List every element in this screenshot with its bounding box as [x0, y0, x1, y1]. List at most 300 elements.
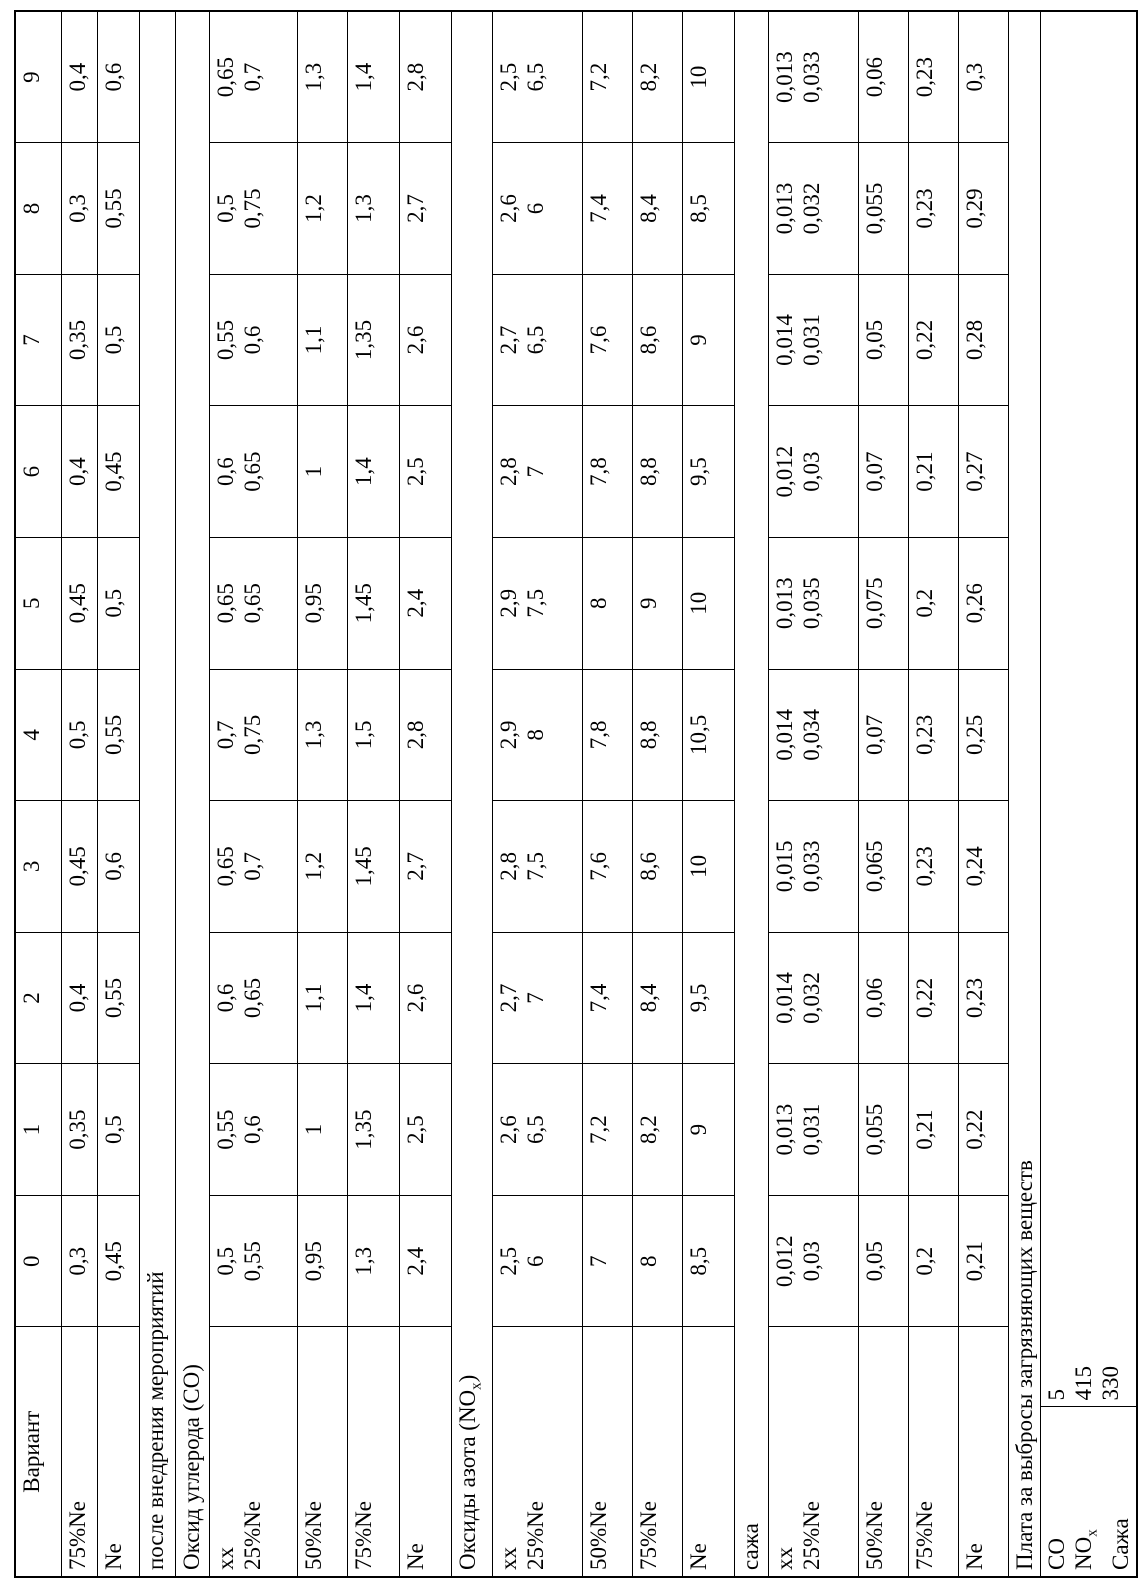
table-cell: 0,4: [61, 406, 97, 538]
fee-label-nox-main: NO: [1071, 1536, 1097, 1570]
table-cell: [347, 274, 399, 406]
table-cell: [859, 11, 909, 143]
row-label-line: Ne: [962, 1543, 988, 1570]
row-label-line: 50%Ne: [300, 1501, 326, 1570]
table-cell: [633, 669, 683, 801]
cell-value: 7: [523, 465, 549, 478]
row-label-line: 25%Ne: [239, 1501, 265, 1570]
cell-value: 0,035: [799, 577, 825, 630]
cell-value: 6,5: [523, 325, 549, 355]
row-label: [683, 1327, 735, 1577]
nox-title-sub: x: [468, 1382, 485, 1390]
cell-value: 0,21: [912, 451, 938, 492]
cell-value: 0,012: [772, 445, 798, 498]
table-cell: [297, 406, 347, 538]
cell-value: 0,65: [212, 846, 238, 887]
cell-value: 0,7: [239, 852, 265, 881]
table-cell: [297, 801, 347, 933]
table-cell: [493, 537, 583, 669]
cell-value: 0,55: [212, 1109, 238, 1150]
cell-value: 1,45: [350, 583, 376, 624]
cell-value: 1,3: [300, 62, 326, 92]
table-cell: [683, 1195, 735, 1327]
cell-value: 0,033: [799, 51, 825, 103]
cell-value: 7,8: [586, 457, 612, 487]
table-cell: [583, 1064, 633, 1196]
cell-value: 7,2: [586, 62, 612, 92]
cell-value: 0,03: [799, 1241, 825, 1282]
cell-value: 0,5: [212, 1246, 238, 1276]
cell-value: 2,7: [496, 325, 522, 355]
cell-value: 1,3: [350, 194, 376, 223]
nox-row: [583, 11, 633, 1577]
row-label-line: 25%Ne: [799, 1501, 825, 1570]
cell-value: 2,8: [402, 62, 428, 92]
table-cell: [769, 669, 859, 801]
variant-header: Вариант: [15, 1327, 61, 1577]
variant-number: 2: [15, 932, 61, 1064]
row-label-line: 75%Ne: [350, 1501, 376, 1570]
table-cell: 0,3: [61, 143, 97, 275]
cell-value: 0,65: [239, 977, 265, 1019]
cell-value: 8,2: [636, 62, 662, 92]
table-cell: [493, 932, 583, 1064]
soot-row: [859, 11, 909, 1577]
cell-value: 1: [300, 1123, 326, 1136]
table-cell: [769, 406, 859, 538]
row-label: [583, 1327, 633, 1577]
table-cell: [769, 1064, 859, 1196]
table-cell: [493, 11, 583, 143]
table-cell: [959, 1064, 1009, 1196]
table-cell: [909, 932, 959, 1064]
cell-value: 1,4: [350, 62, 376, 92]
table-cell: [769, 801, 859, 933]
table-cell: [493, 1064, 583, 1196]
cell-value: 0,6: [239, 325, 265, 355]
nox-title: [451, 11, 493, 1577]
row-label: [493, 1327, 583, 1577]
table-cell: [493, 406, 583, 538]
table-cell: 0,4: [61, 932, 97, 1064]
row-label: [859, 1327, 909, 1577]
soot-title-row: [735, 11, 769, 1577]
table-cell: 0,45: [61, 801, 97, 933]
cell-value: 2,5: [496, 1246, 522, 1276]
table-cell: [959, 11, 1009, 143]
table-cell: [347, 406, 399, 538]
table-cell: 0,45: [97, 406, 139, 538]
fee-title-row: [1009, 11, 1041, 1577]
cell-value: 9,5: [686, 457, 712, 487]
table-cell: [769, 143, 859, 275]
cell-value: 7: [523, 992, 549, 1004]
cell-value: 0,95: [300, 583, 326, 624]
cell-value: 0,06: [862, 977, 888, 1019]
table-cell: [909, 11, 959, 143]
cell-value: 7,5: [523, 588, 549, 618]
cell-value: 2,4: [402, 1246, 428, 1276]
soot-row: [959, 11, 1009, 1577]
variant-number: 1: [15, 1064, 61, 1196]
table-cell: [633, 11, 683, 143]
variant-number: 0: [15, 1195, 61, 1327]
table-cell: [959, 669, 1009, 801]
table-cell: 0,55: [97, 143, 139, 275]
cell-value: 1,2: [300, 194, 326, 223]
before-row: [61, 11, 97, 1577]
cell-value: 0,05: [862, 1241, 888, 1282]
row-label: Ne: [97, 1327, 139, 1577]
table-cell: [769, 932, 859, 1064]
table-cell: [959, 537, 1009, 669]
cell-value: 2,6: [496, 194, 522, 223]
cell-value: 1,1: [300, 983, 326, 1013]
cell-value: 8,8: [636, 720, 662, 750]
table-cell: [909, 801, 959, 933]
cell-value: 7,6: [586, 852, 612, 881]
table-cell: [583, 11, 633, 143]
table-cell: [583, 932, 633, 1064]
fee-labels: [1041, 1407, 1137, 1577]
cell-value: 10,5: [686, 714, 712, 755]
row-label-line: хх: [496, 1547, 522, 1570]
cell-value: 0,055: [862, 182, 888, 235]
cell-value: 0,22: [912, 319, 938, 361]
table-cell: [297, 143, 347, 275]
table-cell: 0,5: [97, 537, 139, 669]
fee-value: 5: [1044, 1389, 1070, 1401]
cell-value: 1,2: [300, 852, 326, 881]
variant-number: 6: [15, 406, 61, 538]
table-cell: 0,6: [97, 11, 139, 143]
cell-value: 0,2: [912, 1246, 938, 1276]
cell-value: 10: [686, 854, 712, 878]
cell-value: 0,21: [962, 1241, 988, 1282]
soot-row: [909, 11, 959, 1577]
cell-value: 1,3: [300, 720, 326, 750]
table-cell: [297, 1064, 347, 1196]
cell-value: 2,7: [402, 852, 428, 881]
table-cell: [859, 274, 909, 406]
fee-label-nox-sub: x: [1084, 1529, 1101, 1537]
co-row: [297, 11, 347, 1577]
table-cell: [297, 274, 347, 406]
row-label: [209, 1327, 297, 1577]
cell-value: 0,22: [912, 977, 938, 1019]
co-row: [209, 11, 297, 1577]
table-cell: [633, 1064, 683, 1196]
cell-value: 0,27: [962, 451, 988, 492]
table-cell: 0,45: [97, 1195, 139, 1327]
cell-value: 2,6: [496, 1115, 522, 1144]
cell-value: 9,5: [686, 983, 712, 1013]
table-cell: [959, 274, 1009, 406]
table-cell: [633, 801, 683, 933]
table-cell: [633, 406, 683, 538]
cell-value: 0,23: [912, 56, 938, 98]
cell-value: 2,5: [402, 457, 428, 487]
fee-label-nox: [1070, 1414, 1107, 1571]
table-cell: [209, 932, 297, 1064]
cell-value: 8,6: [636, 325, 662, 355]
table-cell: [493, 274, 583, 406]
cell-value: 0,6: [212, 457, 238, 487]
cell-value: 7,4: [586, 983, 612, 1013]
row-label-line: 50%Ne: [862, 1501, 888, 1570]
table-cell: [347, 11, 399, 143]
after-title: после внедрения мероприятий: [139, 11, 175, 1577]
cell-value: 7,4: [586, 194, 612, 223]
table-cell: [683, 1064, 735, 1196]
cell-value: 0,6: [212, 983, 238, 1013]
table-cell: [683, 143, 735, 275]
cell-value: 8,6: [636, 852, 662, 881]
table-cell: [583, 274, 633, 406]
table-cell: [633, 1195, 683, 1327]
cell-value: 6,5: [523, 62, 549, 92]
cell-value: 7,6: [586, 325, 612, 355]
fee-value: 330: [1098, 1366, 1124, 1401]
table-cell: [209, 274, 297, 406]
table-cell: [209, 537, 297, 669]
table-cell: [209, 11, 297, 143]
table-cell: [583, 143, 633, 275]
nox-title-end: ): [454, 1374, 480, 1383]
table-cell: [769, 11, 859, 143]
row-label: 75%Ne: [61, 1327, 97, 1577]
table-cell: [683, 669, 735, 801]
cell-value: 0,07: [862, 451, 888, 492]
table-cell: [959, 406, 1009, 538]
cell-value: 0,24: [962, 846, 988, 887]
variant-number: 9: [15, 11, 61, 143]
table-cell: 0,55: [97, 669, 139, 801]
table-cell: [347, 1064, 399, 1196]
table-cell: [633, 143, 683, 275]
cell-value: 0,23: [962, 977, 988, 1019]
cell-value: 1,4: [350, 983, 376, 1013]
cell-value: 9: [686, 1123, 712, 1136]
table-cell: 0,35: [61, 274, 97, 406]
cell-value: 0,013: [772, 182, 798, 235]
table-cell: [209, 143, 297, 275]
fee-title: Плата за выбросы загрязняющих веществ: [1009, 11, 1041, 1577]
table-cell: [297, 669, 347, 801]
cell-value: 2,4: [402, 588, 428, 618]
row-label-line: 50%Ne: [586, 1501, 612, 1570]
table-cell: 0,5: [61, 669, 97, 801]
cell-value: 0,013: [772, 577, 798, 630]
cell-value: 8,4: [636, 983, 662, 1013]
cell-value: 0,23: [912, 188, 938, 229]
cell-value: 0,6: [239, 1115, 265, 1144]
cell-value: 0,23: [912, 714, 938, 755]
cell-value: 2,9: [496, 720, 522, 750]
cell-value: 0,7: [212, 720, 238, 750]
cell-value: 9: [636, 597, 662, 609]
cell-value: 0,65: [212, 56, 238, 98]
cell-value: 0,055: [862, 1103, 888, 1156]
table-cell: 0,3: [61, 1195, 97, 1327]
cell-value: 1,4: [350, 457, 376, 487]
table-cell: [769, 274, 859, 406]
cell-value: 8: [586, 597, 612, 609]
fee-label-co: СО: [1044, 1538, 1070, 1570]
table-cell: [859, 537, 909, 669]
table-cell: [493, 143, 583, 275]
table-cell: [347, 669, 399, 801]
table-cell: 0,6: [97, 801, 139, 933]
cell-value: 0,013: [772, 1103, 798, 1156]
table-cell: [399, 11, 451, 143]
table-cell: [909, 669, 959, 801]
table-cell: [209, 669, 297, 801]
fee-row: [1041, 11, 1137, 1577]
variant-number: 5: [15, 537, 61, 669]
cell-value: 7: [586, 1255, 612, 1267]
cell-value: 0,014: [772, 972, 798, 1024]
cell-value: 8,4: [636, 194, 662, 223]
nox-title-row: [451, 11, 493, 1577]
row-label-line: хх: [212, 1547, 238, 1570]
table-cell: [209, 801, 297, 933]
table-cell: [583, 669, 633, 801]
cell-value: 0,015: [772, 840, 798, 893]
table-cell: [909, 143, 959, 275]
cell-value: 1,35: [350, 1109, 376, 1150]
table-cell: [493, 1195, 583, 1327]
cell-value: 0,65: [212, 583, 238, 624]
cell-value: 0,013: [772, 51, 798, 103]
table-cell: [909, 537, 959, 669]
cell-value: 8,2: [636, 1115, 662, 1144]
table-cell: 0,4: [61, 11, 97, 143]
cell-value: 0,28: [962, 319, 988, 361]
cell-value: 8,8: [636, 457, 662, 487]
table-cell: [297, 537, 347, 669]
row-label-line: Ne: [686, 1543, 712, 1570]
table-cell: [959, 143, 1009, 275]
row-label-line: хх: [772, 1547, 798, 1570]
cell-value: 0,075: [862, 577, 888, 630]
table-cell: [683, 406, 735, 538]
table-cell: [399, 669, 451, 801]
cell-value: 8,5: [686, 194, 712, 223]
row-label: [399, 1327, 451, 1577]
cell-value: 0,033: [799, 840, 825, 893]
cell-value: 7,8: [586, 720, 612, 750]
cell-value: 6: [523, 202, 549, 215]
cell-value: 0,23: [912, 846, 938, 887]
table-cell: [633, 537, 683, 669]
cell-value: 6: [523, 1255, 549, 1267]
nox-row: [683, 11, 735, 1577]
table-cell: [209, 406, 297, 538]
cell-value: 8,5: [686, 1246, 712, 1276]
table-cell: [909, 1195, 959, 1327]
co-row: [399, 11, 451, 1577]
cell-value: 6,5: [523, 1115, 549, 1144]
table-cell: [347, 537, 399, 669]
table-cell: [297, 932, 347, 1064]
cell-value: 0,06: [862, 56, 888, 98]
variant-number: 7: [15, 274, 61, 406]
table-cell: [209, 1064, 297, 1196]
table-cell: [683, 11, 735, 143]
cell-value: 0,65: [239, 583, 265, 624]
nox-row: [493, 11, 583, 1577]
cell-value: 1,45: [350, 846, 376, 887]
cell-value: 2,7: [496, 983, 522, 1013]
table-cell: [909, 406, 959, 538]
emissions-table: [14, 10, 1138, 1578]
cell-value: 1,1: [300, 325, 326, 355]
table-cell: [399, 406, 451, 538]
cell-value: 0,014: [772, 708, 798, 761]
table-cell: 0,35: [61, 1064, 97, 1196]
table-cell: [399, 1195, 451, 1327]
table-cell: 0,55: [97, 932, 139, 1064]
table-cell: [859, 801, 909, 933]
table-cell: [633, 274, 683, 406]
cell-value: 1,3: [350, 1246, 376, 1276]
table-cell: [683, 801, 735, 933]
before-row: [97, 11, 139, 1577]
nox-title-main: Оксиды азота (NO: [454, 1389, 480, 1570]
variant-number: 8: [15, 143, 61, 275]
fee-values: [1041, 11, 1137, 1407]
cell-value: 10: [686, 65, 712, 89]
cell-value: 2,9: [496, 588, 522, 618]
table-cell: [347, 143, 399, 275]
cell-value: 0,55: [212, 319, 238, 361]
cell-value: 0,031: [799, 1103, 825, 1156]
row-label: [959, 1327, 1009, 1577]
row-label-line: 75%Ne: [912, 1501, 938, 1570]
co-title: Оксид углерода (СО): [175, 11, 209, 1577]
table-cell: [683, 537, 735, 669]
cell-value: 0,07: [862, 714, 888, 755]
cell-value: 2,8: [402, 720, 428, 750]
cell-value: 8: [523, 729, 549, 741]
table-cell: [583, 537, 633, 669]
table-cell: [859, 406, 909, 538]
cell-value: 0,03: [799, 451, 825, 492]
table-cell: [297, 11, 347, 143]
table-cell: [769, 537, 859, 669]
table-cell: [859, 1195, 909, 1327]
table-cell: [683, 932, 735, 1064]
cell-value: 0,25: [962, 714, 988, 755]
cell-value: 1: [300, 465, 326, 478]
table-cell: [769, 1195, 859, 1327]
cell-value: 0,26: [962, 583, 988, 624]
cell-value: 0,032: [799, 182, 825, 235]
cell-value: 2,5: [402, 1115, 428, 1144]
table-cell: [959, 801, 1009, 933]
cell-value: 2,7: [402, 194, 428, 223]
variant-number: 4: [15, 669, 61, 801]
row-label: [769, 1327, 859, 1577]
variant-number: 3: [15, 801, 61, 933]
cell-value: 0,014: [772, 314, 798, 366]
cell-value: 2,8: [496, 852, 522, 881]
table-cell: [399, 932, 451, 1064]
cell-value: 7,2: [586, 1115, 612, 1144]
table-cell: [859, 143, 909, 275]
table-cell: [959, 932, 1009, 1064]
